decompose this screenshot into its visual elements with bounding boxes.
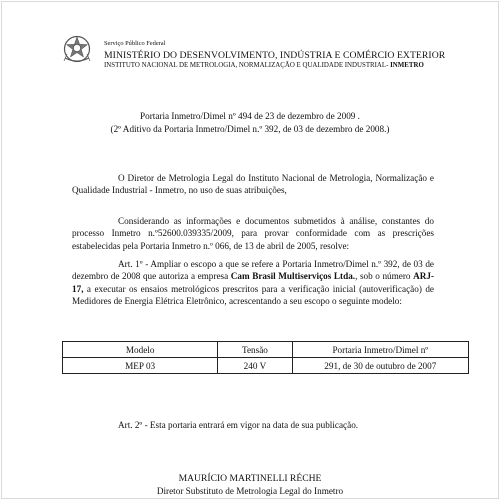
- document-subtitle: (2º Aditivo da Portaria Inmetro/Dimel n.º 392, de 03 de dezembro de 2008.): [110, 124, 390, 134]
- paragraph-preamble-text: O Diretor de Metrologia Legal do Instituto Nacional de Metrologia, Normalização e Qualidade Industrial - Inmetro, no uso de suas atribuições,: [72, 173, 434, 196]
- article-1-text-b: , sob o número: [355, 271, 414, 282]
- paragraph-considering: [72, 215, 434, 252]
- header-institute: [104, 62, 424, 70]
- table-header-model: Modelo: [63, 342, 218, 358]
- signature-role: Diretor Substituto de Metrologia Legal do Inmetro: [156, 486, 344, 496]
- signature-name: MAURÍCIO MARTINELLI RÉCHE: [178, 473, 322, 484]
- header-institute-acronym: INMETRO: [390, 62, 424, 69]
- registration-number: ARJ-17,: [72, 271, 435, 294]
- coat-of-arms-icon: [62, 34, 92, 64]
- table-row: [63, 358, 469, 374]
- paragraph-preamble: [72, 172, 434, 197]
- header-ministry: MINISTÉRIO DO DESENVOLVIMENTO, INDÚSTRIA E COMÉRCIO EXTERIOR: [104, 50, 446, 61]
- table-cell-model: MEP 03: [63, 358, 218, 374]
- models-table: [62, 341, 469, 374]
- document-title: Portaria Inmetro/Dimel nº 494 de 23 de dezembro de 2009 .: [140, 111, 360, 121]
- table-cell-voltage: 240 V: [218, 358, 292, 374]
- table-header-ordinance: Portaria Inmetro/Dimel nº: [292, 342, 468, 358]
- paragraph-article-2: [72, 419, 434, 431]
- article-1-text-c: a executar os ensaios metrológicos prescritos para a verificação inicial (autoverificação) de Medidores de Energia Elétrica Eletrônico, acrescentando a seu escopo o seguinte modelo:: [72, 283, 434, 306]
- article-1-text-a: Art. 1º - Ampliar o escopo a que se refere a Portaria Inmetro/Dimel n.º 392, de 03 de dezembro de 2008 que autoriza a empresa: [72, 259, 434, 282]
- company-name: Cam Brasil Multiserviços Ltda.: [230, 271, 356, 282]
- table-header-voltage: Tensão: [218, 342, 292, 358]
- header-institute-name: INSTITUTO NACIONAL DE METROLOGIA, NORMALIZAÇÃO E QUALIDADE INDUSTRIAL-: [104, 62, 391, 69]
- paragraph-considering-text: Considerando as informações e documentos submetidos à análise, constantes do processo Inmetro n.º52600.039335/2009, para provar conformidade com as prescrições estabelecidas pela Portaria Inmetro n.º 066, de 13 de abril de 2005, resolve:: [72, 216, 434, 251]
- header-service: Serviço Público Federal: [104, 40, 166, 47]
- table-header-row: [63, 342, 469, 358]
- paragraph-article-1: [72, 258, 434, 307]
- paragraph-article-2-text: Art. 2º - Esta portaria entrará em vigor na data de sua publicação.: [118, 420, 359, 430]
- table-cell-ordinance: 291, de 30 de outubro de 2007: [292, 358, 468, 374]
